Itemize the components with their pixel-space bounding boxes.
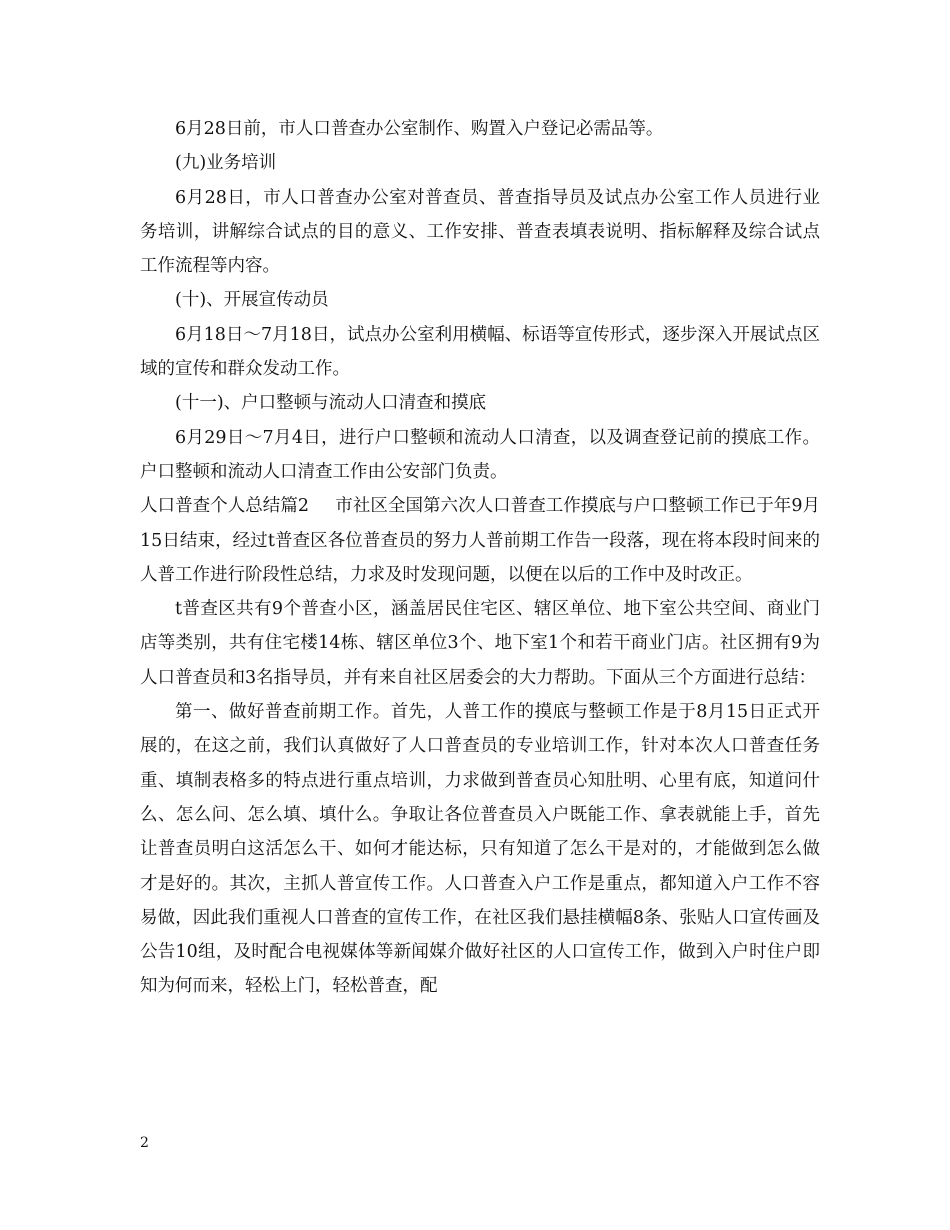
paragraph-census-area: t普查区共有9个普查小区，涵盖居民住宅区、辖区单位、地下室公共空间、商业门店等类别，共有住宅楼14栋、辖区单位3个、地下室1个和若干商业门店。社区拥有9为人口普查员和3名指导员，并有来自社区居委会的大力帮助。下面从三个方面进行总结： — [140, 599, 820, 688]
heading-household-registration: (十一)、户口整顿与流动人口清查和摸底 — [175, 393, 487, 414]
section2-first-paragraph — [140, 489, 820, 592]
document-body — [140, 112, 820, 1004]
paragraph-household-registration: 6月29日～7月4日，进行户口整顿和流动人口清查，以及调查登记前的摸底工作。户口整顿和流动人口清查工作由公安部门负责。 — [140, 427, 820, 482]
paragraph-business-training: 6月28日，市人口普查办公室对普查员、普查指导员及试点办公室工作人员进行业务培训，讲解综合试点的目的意义、工作安排、普查表填表说明、指标解释及综合试点工作流程等内容。 — [140, 187, 820, 277]
section2-title: 人口普查个人总结篇2 — [140, 496, 309, 517]
section2-first-text: 市社区全国第六次人口普查工作摸底与户口整顿工作已于年9月15日结束，经过t普查区各位普查员的努力人普前期工作告一段落，现在将本段时间来的人普工作进行阶段性总结，力求及时发现问题，以便在以后的工作中及时改正。 — [140, 496, 820, 585]
page-number: 2 — [140, 1135, 149, 1151]
heading-publicity: (十)、开展宣传动员 — [175, 290, 329, 311]
paragraph-publicity: 6月18日～7月18日，试点办公室利用横幅、标语等宣传形式，逐步深入开展试点区域的宣传和群众发动工作。 — [140, 324, 820, 380]
heading-business-training: (九)业务培训 — [175, 153, 277, 174]
paragraph-first-point: 第一、做好普查前期工作。首先，人普工作的摸底与整顿工作是于8月15日正式开展的，在这之前，我们认真做好了人口普查员的专业培训工作，针对本次人口普查任务重、填制表格多的特点进行重点培训，力求做到普查员心知肚明、心里有底，知道问什么、怎么问、怎么填、填什么。争取让各位普查员入户既能工作、拿表就能上手，首先让普查员明白这活怎么干、如何才能达标，只有知道了怎么干是对的，才能做到怎么做才是好的。其次，主抓人普宣传工作。人口普查入户工作是重点，都知道入户工作不容易做，因此我们重视人口普查的宣传工作，在社区我们悬挂横幅8条、张贴人口宣传画及公告10组，及时配合电视媒体等新闻媒介做好社区的人口宣传工作，做到入户时住户即知为何而来，轻松上门，轻松普查，配 — [140, 702, 820, 997]
paragraph-preparation: 6月28日前，市人口普查办公室制作、购置入户登记必需品等。 — [175, 119, 664, 139]
